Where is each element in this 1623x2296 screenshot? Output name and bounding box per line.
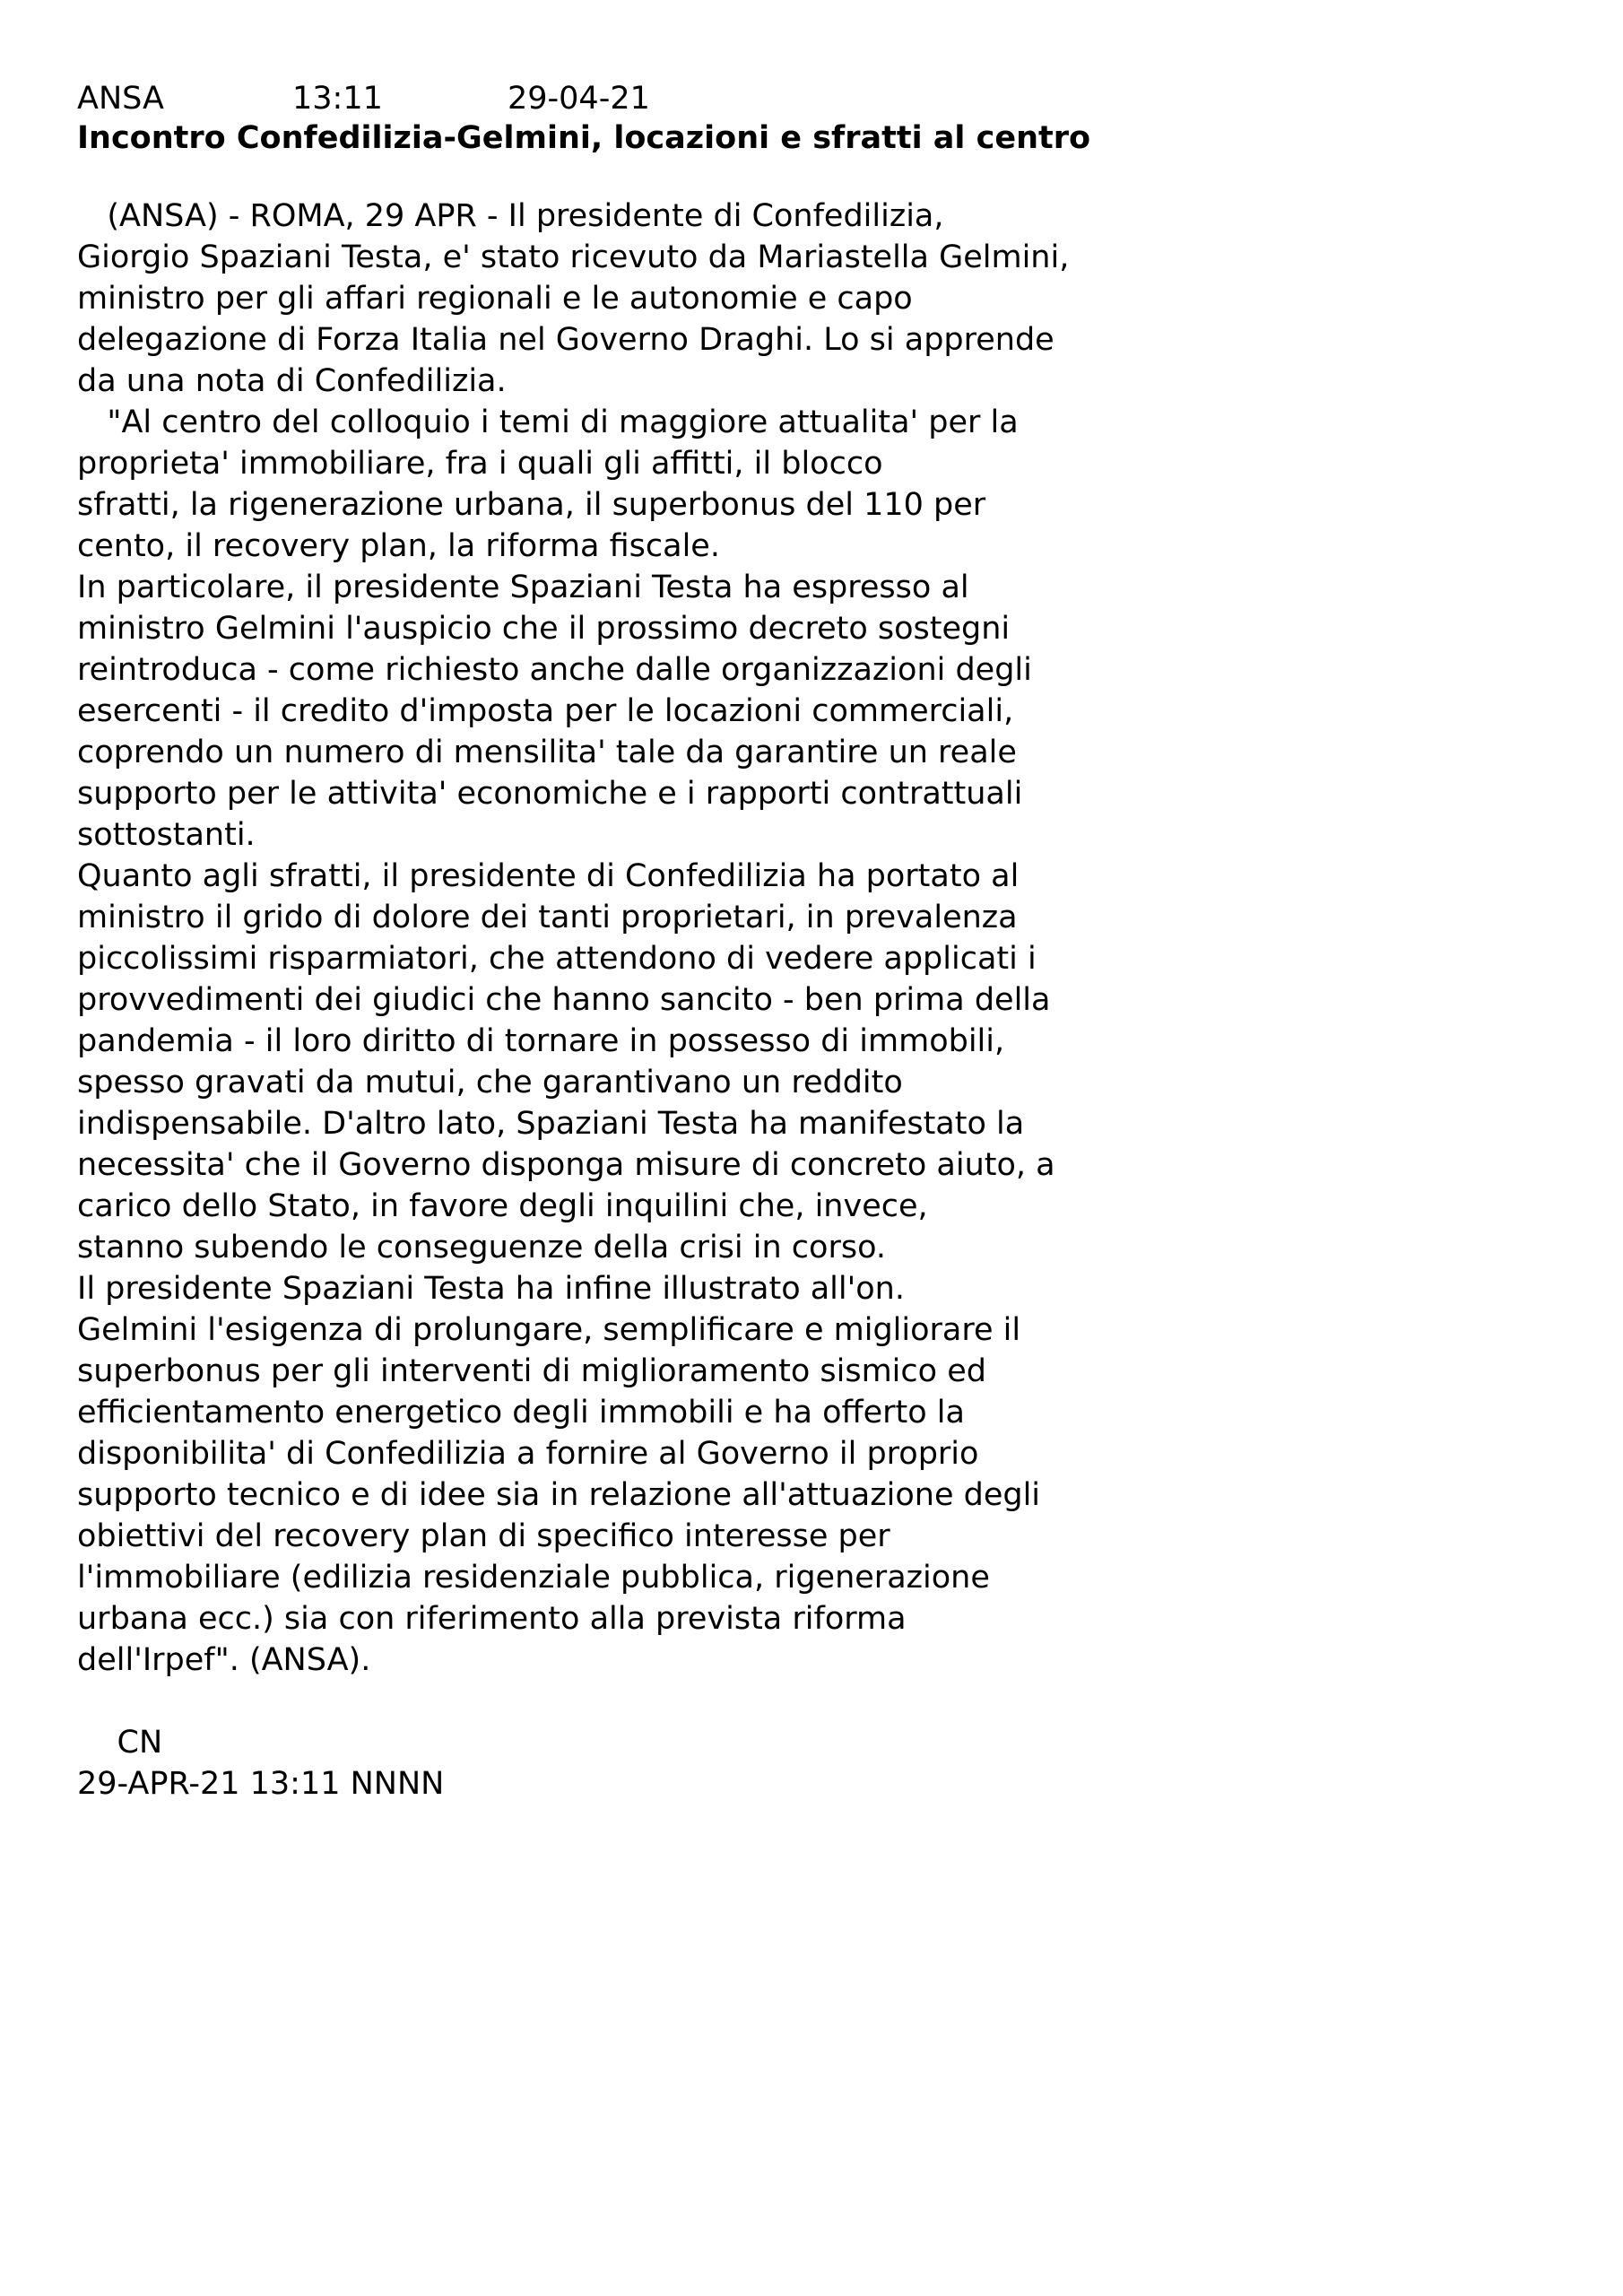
article-line: delegazione di Forza Italia nel Governo Draghi. Lo si apprende [77,322,1055,358]
article-line: superbonus per gli interventi di miglioramento sismico ed [77,1353,986,1389]
article-line: provvedimenti dei giudici che hanno sancito - ben prima della [77,982,1051,1018]
dispatch-dateline: 29-APR-21 13:11 NNNN [77,1766,445,1802]
article-line: supporto per le attivita' economiche e i rapporti contrattuali [77,776,1023,812]
article-line: ministro il grido di dolore dei tanti proprietari, in prevalenza [77,900,1018,935]
article-line: Quanto agli sfratti, il presidente di Confedilizia ha portato al [77,858,1020,894]
article-line: l'immobiliare (edilizia residenziale pubblica, rigenerazione [77,1560,990,1596]
agency-label: ANSA [77,81,164,117]
article-line: reintroduca - come richiesto anche dalle organizzazioni degli [77,652,1032,688]
article-line: urbana ecc.) sia con riferimento alla prevista riforma [77,1601,907,1637]
spacer [77,1681,1601,1722]
article-line: efficientamento energetico degli immobili e ha offerto la [77,1395,965,1431]
article-line: stanno subendo le conseguenze della crisi in corso. [77,1230,887,1265]
article-line: Giorgio Spaziani Testa, e' stato ricevuto da Mariastella Gelmini, [77,239,1070,275]
article-line: In particolare, il presidente Spaziani Testa ha espresso al [77,570,969,605]
article-line: ministro per gli affari regionali e le autonomie e capo [77,281,913,317]
article-line: esercenti - il credito d'imposta per le locazioni commerciali, [77,693,1014,729]
headline: Incontro Confedilizia-Gelmini, locazioni e sfratti al centro [77,120,1091,156]
article-line: Il presidente Spaziani Testa ha infine illustrato all'on. [77,1271,905,1307]
article-line: piccolissimi risparmiatori, che attendono di vedere applicati i [77,941,1037,977]
article-line: da una nota di Confedilizia. [77,363,507,399]
article-line: necessita' che il Governo disponga misure di concreto aiuto, a [77,1147,1055,1183]
article-line: sfratti, la rigenerazione urbana, il superbonus del 110 per [77,487,986,523]
article-line: "Al centro del colloquio i temi di maggiore attualita' per la [77,404,1019,440]
news-dispatch [77,79,1601,1805]
article-line: proprieta' immobiliare, fra i quali gli affitti, il blocco [77,446,883,482]
article-line: disponibilita' di Confedilizia a fornire al Governo il proprio [77,1436,979,1472]
spacer [77,158,1601,196]
dispatch-header [77,79,1601,118]
article-line: supporto tecnico e di idee sia in relazione all'attuazione degli [77,1477,1041,1513]
author-initials: CN [77,1725,163,1761]
article-line: carico dello Stato, in favore degli inquilini che, invece, [77,1188,928,1224]
article-line: dell'Irpef". (ANSA). [77,1642,371,1678]
article-line: spesso gravati da mutui, che garantivano un reddito [77,1065,903,1100]
article-line: Gelmini l'esigenza di prolungare, semplificare e migliorare il [77,1312,1021,1348]
article-line: pandemia - il loro diritto di tornare in possesso di immobili, [77,1023,1005,1059]
article-line: indispensabile. D'altro lato, Spaziani Testa ha manifestato la [77,1106,1025,1142]
article-line: obiettivi del recovery plan di specifico interesse per [77,1518,890,1554]
article-line: ministro Gelmini l'auspicio che il prossimo decreto sostegni [77,611,1011,647]
dispatch-time: 13:11 [292,81,383,117]
article-line: sottostanti. [77,817,256,853]
article-line: coprendo un numero di mensilita' tale da garantire un reale [77,735,1017,770]
article-body [77,196,1601,1681]
article-line: (ANSA) - ROMA, 29 APR - Il presidente di Confedilizia, [77,198,944,234]
article-line: cento, il recovery plan, la riforma fiscale. [77,528,720,564]
dispatch-date: 29-04-21 [508,81,650,117]
